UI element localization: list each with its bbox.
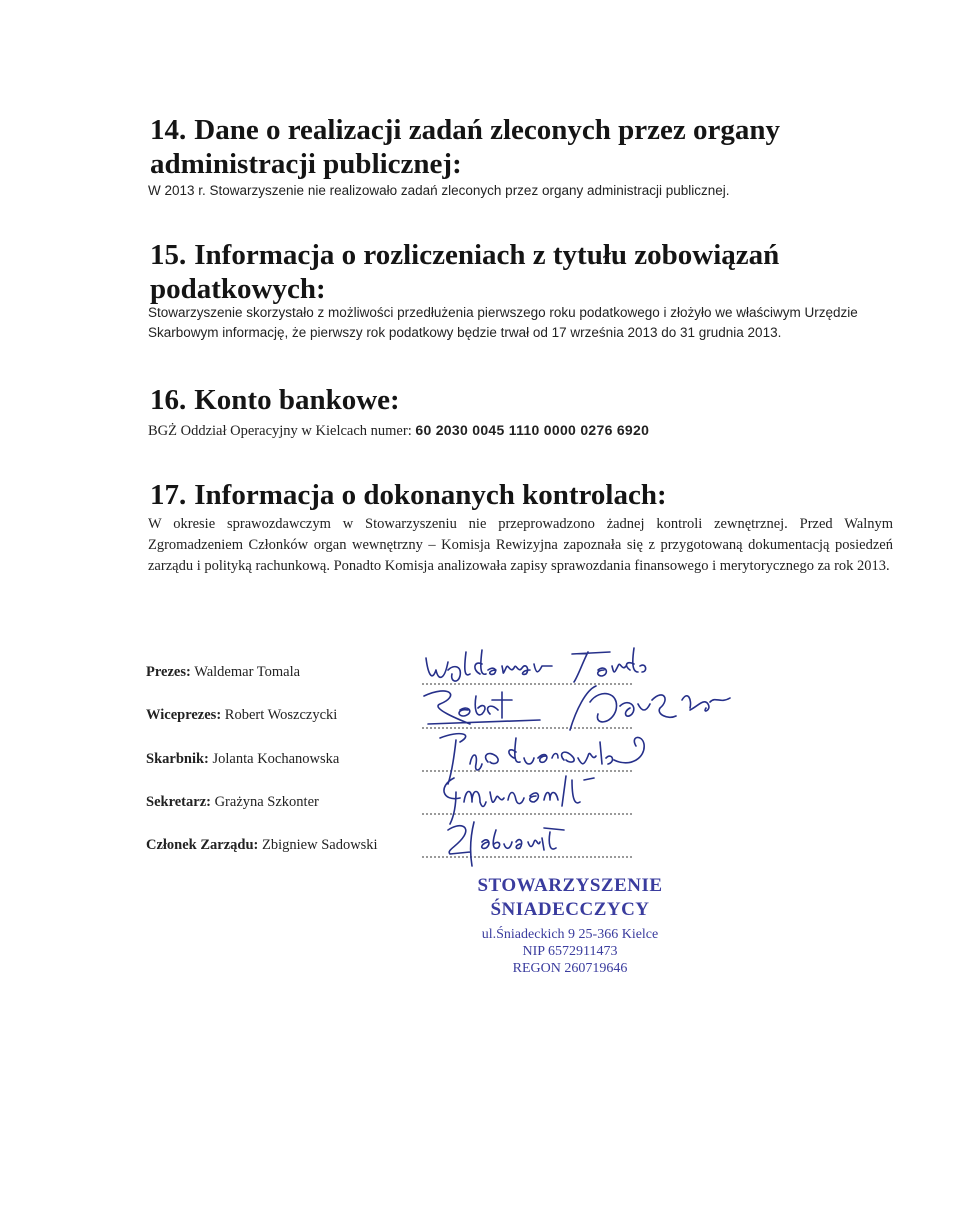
- board-member-secretary: [146, 794, 416, 811]
- stamp-address: ul.Śniadeckich 9 25-366 Kielce: [481, 927, 659, 942]
- section-14-heading: [150, 113, 910, 181]
- stamp-nip: NIP 6572911473: [522, 944, 618, 959]
- section-number: 15.: [150, 239, 187, 271]
- section-15-heading: [150, 238, 910, 306]
- board-member-president: [146, 664, 416, 681]
- stamp-name-line2: ŚNIADECCZYCY: [490, 899, 650, 920]
- section-17-body: W okresie sprawozdawczym w Stowarzyszeniu nie przeprowadzono żadnej kontroli zewnętrznej. Przed Walnym Zgromadzeniem Członków organ wewnętrzny – Komisja Rewizyjna zapoznała się z przygotowaną dokumentacją posiedzeń zarządu i polityką rachunkową. Ponadto Komisja analizowała zapisy sprawozdania finansowego i merytorycznego za rok 2013.: [148, 516, 893, 574]
- section-14-body: W 2013 r. Stowarzyszenie nie realizowało zadań zleconych przez organy administracji publicznej.: [148, 183, 730, 198]
- section-15-body: Stowarzyszenie skorzystało z możliwości przedłużenia pierwszego roku podatkowego i złożyło we właściwym Urzędzie Skarbowym informację, że pierwszy rok podatkowy będzie trwał od 17 września 2013 do 31 grudnia 2013.: [148, 305, 858, 340]
- section-17-heading: [150, 478, 910, 512]
- board-name: Grażyna Szkonter: [214, 794, 319, 810]
- board-role: Wiceprezes:: [146, 707, 222, 723]
- section-title: Informacja o rozliczeniach z tytułu zobowiązań podatkowych:: [150, 239, 780, 305]
- section-title: Konto bankowe:: [194, 384, 400, 416]
- section-title: Informacja o dokonanych kontrolach:: [194, 479, 667, 511]
- board-role: Skarbnik:: [146, 751, 209, 767]
- section-number: 16.: [150, 384, 187, 416]
- bank-label: BGŻ Oddział Operacyjny w Kielcach numer:: [148, 423, 412, 439]
- stamp-name-line1: STOWARZYSZENIE: [477, 875, 663, 896]
- board-name: Zbigniew Sadowski: [262, 837, 378, 853]
- section-number: 17.: [150, 479, 187, 511]
- board-name: Robert Woszczycki: [224, 707, 338, 723]
- section-title: Dane o realizacji zadań zleconych przez organy administracji publicznej:: [150, 114, 781, 180]
- section-16-body: [148, 420, 900, 442]
- board-role: Sekretarz:: [146, 794, 211, 810]
- board-member-vice-president: [146, 707, 416, 724]
- section-number: 14.: [150, 114, 187, 146]
- stamp-regon: REGON 260719646: [512, 961, 628, 976]
- section-16-heading: [150, 383, 910, 417]
- board-member-treasurer: [146, 751, 416, 768]
- association-stamp: [430, 874, 710, 977]
- signature-board-member: [440, 818, 620, 870]
- board-member-member: [146, 837, 416, 854]
- board-name: Jolanta Kochanowska: [212, 751, 340, 767]
- board-role: Członek Zarządu:: [146, 837, 259, 853]
- account-number: 60 2030 0045 1110 0000 0276 6920: [415, 422, 650, 438]
- board-role: Prezes:: [146, 664, 191, 680]
- board-name: Waldemar Tomala: [194, 664, 301, 680]
